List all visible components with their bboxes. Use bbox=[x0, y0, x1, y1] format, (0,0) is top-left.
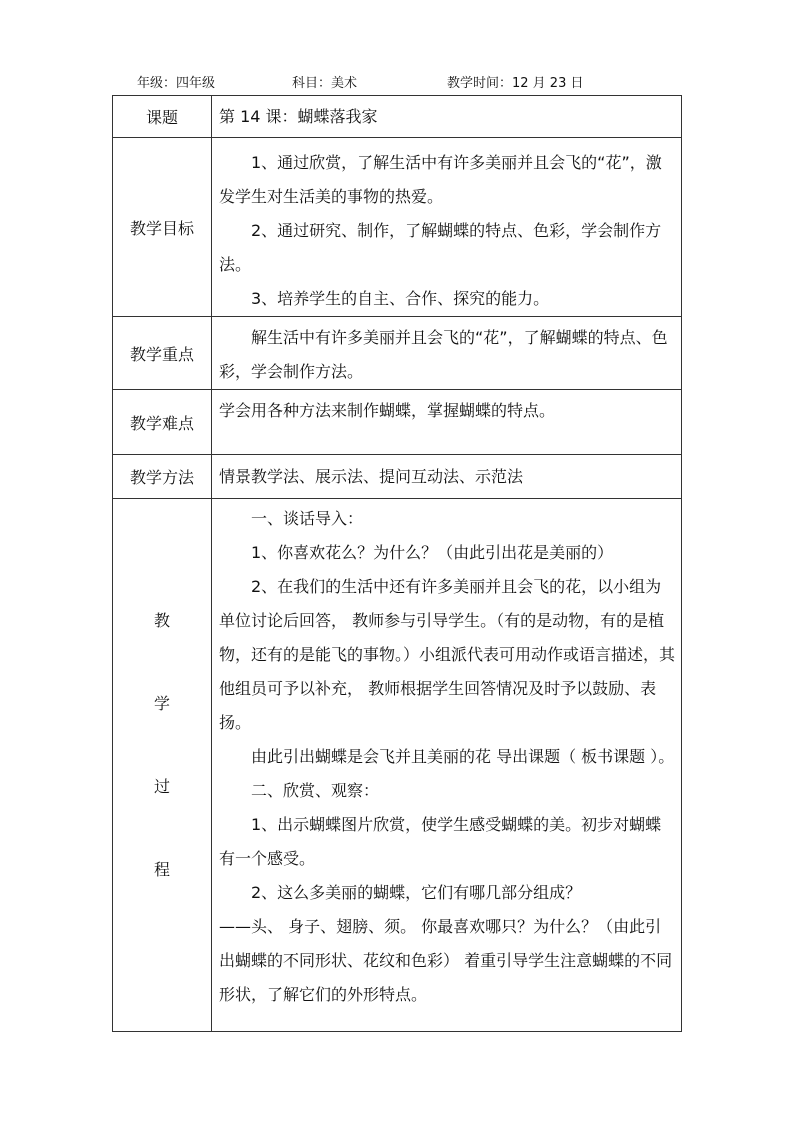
goals-row bbox=[113, 138, 682, 317]
process-paragraph: 1、你喜欢花么？为什么？（由此引出花是美丽的） bbox=[251, 543, 614, 562]
methods-text: 情景教学法、展示法、提问互动法、示范法 bbox=[212, 455, 682, 499]
key-points-text: 解生活中有许多美丽并且会飞的“花”，了解蝴蝶的特点、色彩，学会制作方法。 bbox=[219, 328, 668, 381]
process-label-char: 学 bbox=[153, 694, 170, 713]
difficulties-row bbox=[113, 390, 682, 455]
difficulties-label: 教学难点 bbox=[113, 390, 212, 455]
goal-item: 1、通过欣赏，了解生活中有许多美丽并且会飞的“花”，激发学生对生活美的事物的热爱。 bbox=[219, 153, 662, 206]
goals-content bbox=[212, 138, 682, 317]
process-label-char: 程 bbox=[153, 860, 170, 879]
process-paragraph: 1、出示蝴蝶图片欣赏，使学生感受蝴蝶的美。初步对蝴蝶有一个感受。 bbox=[219, 815, 662, 868]
process-paragraph: 由此引出蝴蝶是会飞并且美丽的花 导出课题（ 板书课题 ）。 bbox=[251, 747, 675, 766]
process-row bbox=[113, 499, 682, 1032]
difficulties-text: 学会用各种方法来制作蝴蝶，掌握蝴蝶的特点。 bbox=[212, 390, 682, 455]
key-points-label: 教学重点 bbox=[113, 317, 212, 390]
process-paragraph: ——头、 身子、翅膀、须。 你最喜欢哪只？为什么？（由此引出蝴蝶的不同形状、花纹和色彩） 着重引导学生注意蝴蝶的不同形状，了解它们的外形特点。 bbox=[219, 917, 673, 1004]
teaching-time-text: 教学时间：12 月 23 日 bbox=[447, 76, 584, 91]
topic-value: 第 14 课：蝴蝶落我家 bbox=[212, 96, 682, 138]
process-content bbox=[212, 499, 682, 1032]
process-label bbox=[113, 499, 212, 1032]
grade-text: 年级：四年级 bbox=[137, 76, 216, 91]
subject-text: 科目：美术 bbox=[292, 76, 358, 91]
methods-row bbox=[113, 455, 682, 499]
topic-row bbox=[113, 96, 682, 138]
goal-item: 3、培养学生的自主、合作、探究的能力。 bbox=[251, 289, 550, 308]
process-label-char: 教 bbox=[153, 611, 170, 630]
process-paragraph: 2、在我们的生活中还有许多美丽并且会飞的花，以小组为单位讨论后回答， 教师参与引导学生。（有的是动物，有的是植物，还有的是能飞的事物。）小组派代表可用动作或语言描述，其他组员可予以补充， 教师根据学生回答情况及时予以鼓励、表扬。 bbox=[219, 577, 676, 732]
process-paragraph: 一、谈话导入： bbox=[251, 509, 364, 528]
goals-label: 教学目标 bbox=[113, 138, 212, 317]
key-points-content bbox=[212, 317, 682, 390]
process-paragraph: 二、欣赏、观察： bbox=[251, 781, 380, 800]
topic-label: 课题 bbox=[113, 96, 212, 138]
process-paragraph: 2、这么多美丽的蝴蝶，它们有哪几部分组成？ bbox=[251, 883, 582, 902]
lesson-plan-table bbox=[112, 95, 682, 1032]
key-points-row bbox=[113, 317, 682, 390]
methods-label: 教学方法 bbox=[113, 455, 212, 499]
document-header bbox=[0, 72, 794, 94]
goal-item: 2、通过研究、制作，了解蝴蝶的特点、色彩，学会制作方法。 bbox=[219, 221, 662, 274]
process-label-char: 过 bbox=[153, 777, 170, 796]
